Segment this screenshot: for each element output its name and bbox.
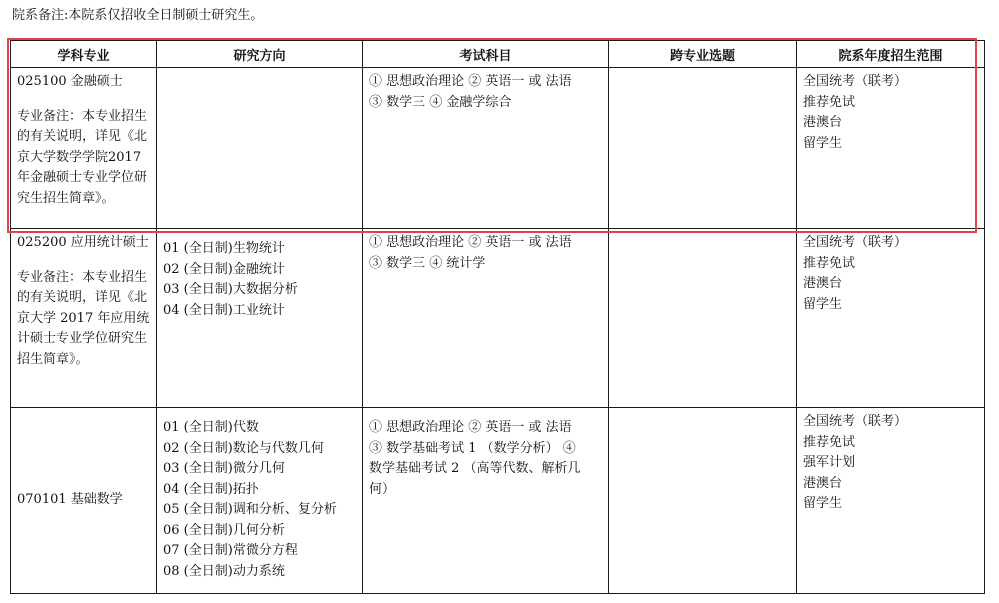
major-cell	[11, 229, 157, 408]
direction-item: 02 (全日制)金融统计	[163, 261, 285, 277]
direction-item: 07 (全日制)常微分方程	[163, 543, 298, 558]
scope-item: 留学生	[803, 496, 843, 511]
scope-item: 留学生	[803, 135, 843, 151]
table-header-row	[11, 41, 985, 68]
direction-item: 04 (全日制)工业统计	[163, 302, 285, 318]
scope-cell	[797, 68, 985, 229]
direction-item: 02 (全日制)数论与代数几何	[163, 440, 324, 456]
major-note: 专业备注：本专业招生的有关说明，详见《北京大学 2017 年应用统计硕士专业学位研究生招生简章》。	[17, 269, 150, 367]
scope-cell	[797, 229, 985, 408]
direction-item: 05 (全日制)调和分析、复分析	[163, 502, 337, 517]
cross-major-cell	[609, 408, 797, 594]
exam-line: 何）	[369, 481, 396, 497]
scope-item: 全国统考（联考）	[803, 414, 908, 429]
table-row	[11, 68, 985, 229]
scope-item: 留学生	[803, 296, 843, 312]
exam-line: ① 思想政治理论 ② 英语一 或 法语	[369, 235, 572, 250]
admissions-table	[10, 40, 985, 594]
direction-item: 01 (全日制)生物统计	[163, 241, 285, 256]
exam-line: ③ 数学基础考试 1 （数学分析） ④	[369, 440, 576, 456]
scope-cell	[797, 408, 985, 594]
major-name: 025200 应用统计硕士	[17, 235, 149, 250]
exam-line: ③ 数学三 ④ 金融学综合	[369, 94, 512, 110]
direction-cell	[157, 408, 363, 594]
exam-cell	[363, 408, 609, 594]
direction-item: 04 (全日制)拓扑	[163, 481, 259, 497]
exam-line: 数学基础考试 2 （高等代数、解析几	[369, 461, 581, 476]
exam-cell	[363, 229, 609, 408]
major-cell	[11, 408, 157, 594]
header-admission-scope: 院系年度招生范围	[797, 41, 985, 68]
direction-item: 03 (全日制)大数据分析	[163, 282, 298, 297]
scope-item: 港澳台	[803, 115, 843, 130]
exam-line: ① 思想政治理论 ② 英语一 或 法语	[369, 74, 572, 89]
direction-item: 08 (全日制)动力系统	[163, 563, 285, 579]
scope-item: 港澳台	[803, 475, 843, 491]
scope-item: 推荐免试	[803, 94, 856, 110]
exam-line: ① 思想政治理论 ② 英语一 或 法语	[369, 420, 572, 435]
header-major: 学科专业	[11, 41, 157, 68]
major-name: 070101 基础数学	[17, 492, 123, 508]
scope-item: 港澳台	[803, 276, 843, 291]
cross-major-cell	[609, 229, 797, 408]
cross-major-cell	[609, 68, 797, 229]
direction-item: 01 (全日制)代数	[163, 420, 259, 435]
direction-item: 03 (全日制)微分几何	[163, 461, 285, 476]
header-direction: 研究方向	[157, 41, 363, 68]
header-exam-subjects: 考试科目	[363, 41, 609, 68]
major-note: 专业备注：本专业招生的有关说明，详见《北京大学数学学院2017 年金融硕士专业学位研究生招生简章》。	[17, 108, 148, 206]
major-cell	[11, 68, 157, 229]
header-cross-major: 跨专业选题	[609, 41, 797, 68]
exam-line: ③ 数学三 ④ 统计学	[369, 255, 486, 271]
table-row	[11, 229, 985, 408]
direction-item: 06 (全日制)几何分析	[163, 522, 285, 538]
table-row	[11, 408, 985, 594]
exam-cell	[363, 68, 609, 229]
scope-item: 全国统考（联考）	[803, 74, 908, 89]
major-name: 025100 金融硕士	[17, 74, 123, 89]
scope-item: 推荐免试	[803, 255, 856, 271]
scope-item: 强军计划	[803, 455, 856, 470]
scope-item: 推荐免试	[803, 434, 856, 450]
department-remark: 院系备注:本院系仅招收全日制硕士研究生。	[12, 8, 264, 23]
scope-item: 全国统考（联考）	[803, 235, 908, 250]
direction-cell	[157, 68, 363, 229]
direction-cell	[157, 229, 363, 408]
